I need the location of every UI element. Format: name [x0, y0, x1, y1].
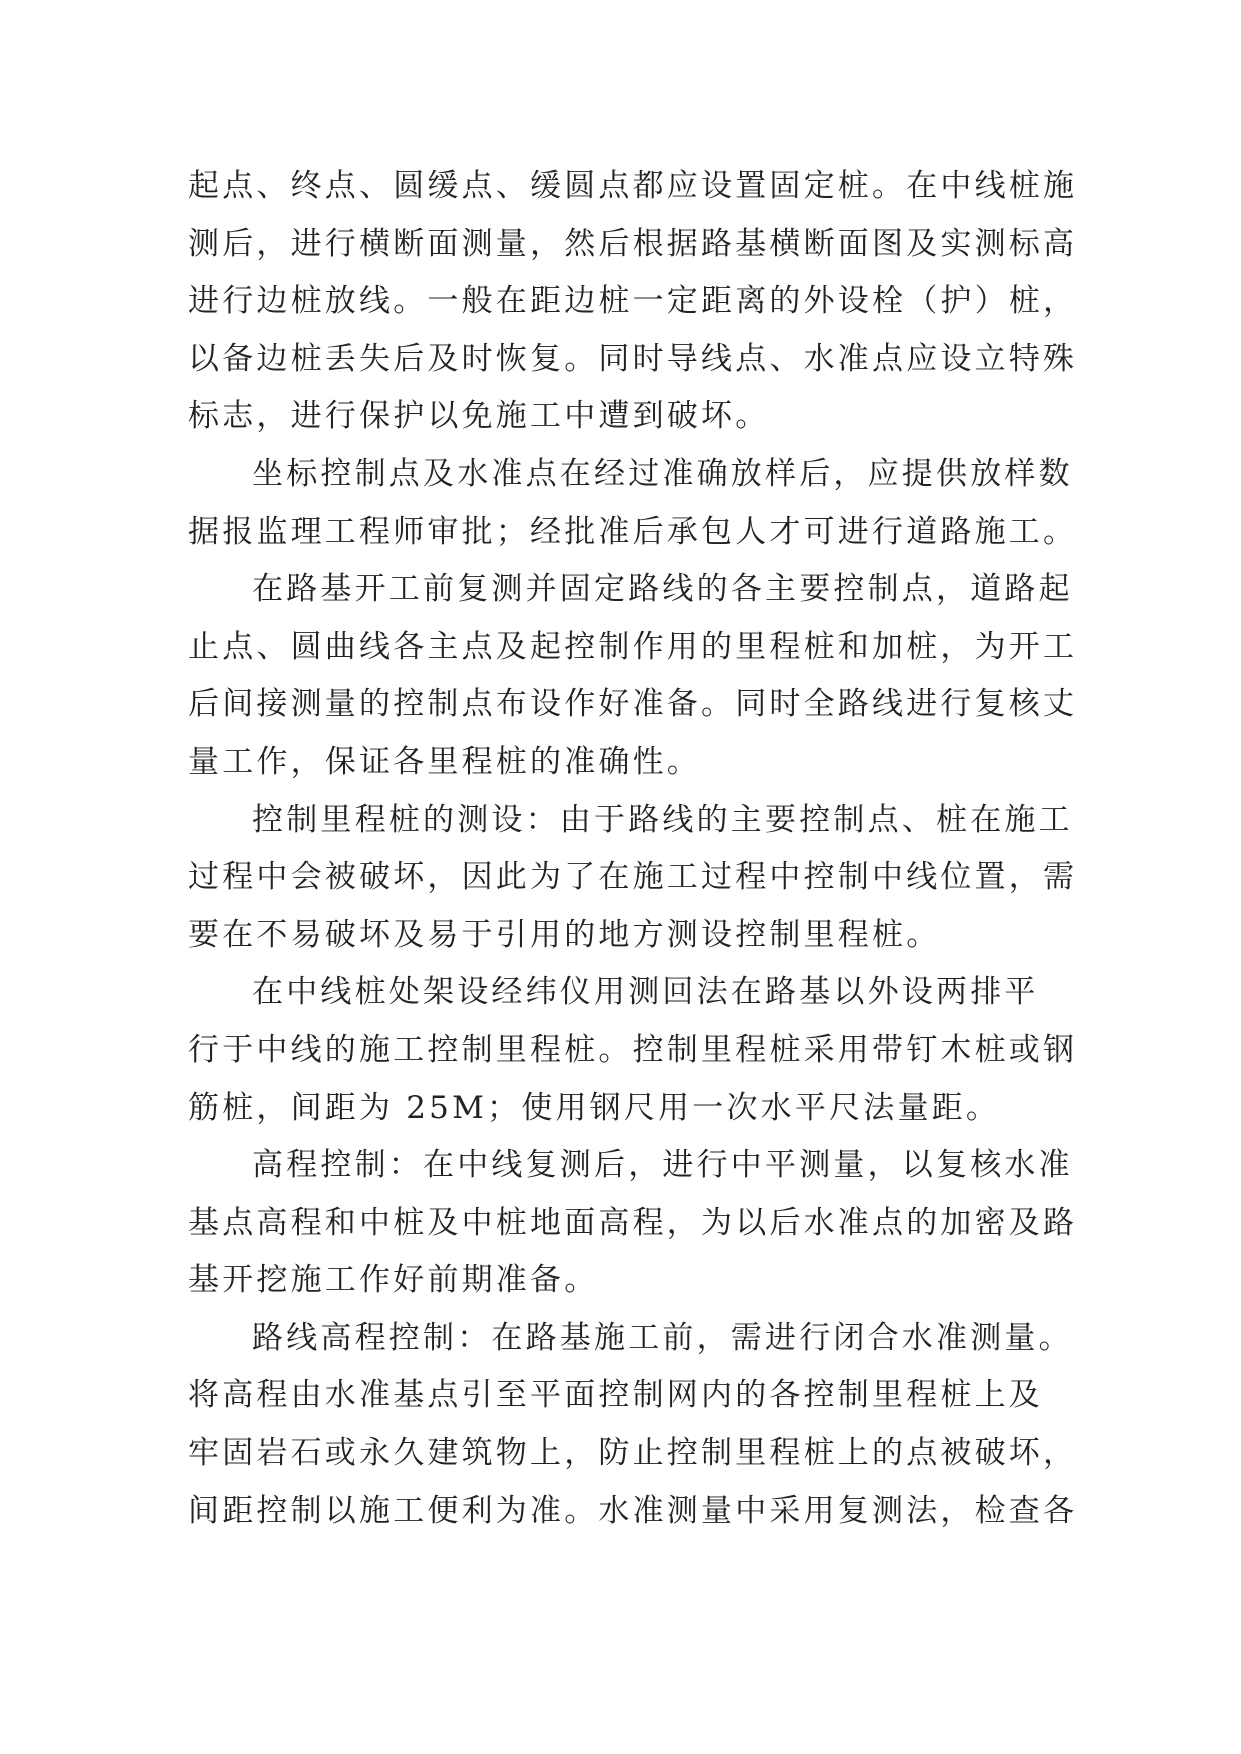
text-line: 要在不易破坏及易于引用的地方测设控制里程桩。: [188, 916, 941, 953]
text-line: 在路基开工前复测并固定路线的各主要控制点，道路起: [252, 571, 1073, 608]
text-line: 标志，进行保护以免施工中遭到破坏。: [188, 398, 770, 435]
text-line: 牢固岩石或永久建筑物上，防止控制里程桩上的点被破坏，: [188, 1435, 1078, 1472]
text-line: 间距控制以施工便利为准。水准测量中采用复测法，检查各: [188, 1492, 1078, 1529]
text-line: 基开挖施工作好前期准备。: [188, 1262, 599, 1299]
text-line: 后间接测量的控制点布设作好准备。同时全路线进行复核丈: [188, 686, 1078, 723]
text-line: 行于中线的施工控制里程桩。控制里程桩采用带钉木桩或钢: [188, 1031, 1078, 1068]
text-line: 基点高程和中桩及中桩地面高程，为以后水准点的加密及路: [188, 1204, 1078, 1241]
text-line: 过程中会被破坏，因此为了在施工过程中控制中线位置，需: [188, 859, 1078, 896]
text-line: 量工作，保证各里程桩的准确性。: [188, 743, 701, 780]
text-line: 高程控制：在中线复测后，进行中平测量，以复核水准: [252, 1147, 1073, 1184]
text-line: 控制里程桩的测设：由于路线的主要控制点、桩在施工: [252, 801, 1073, 838]
text-line: 止点、圆曲线各主点及起控制作用的里程桩和加桩，为开工: [188, 628, 1078, 665]
text-line: 筋桩，间距为 25M；使用钢尺用一次水平尺法量距。: [188, 1089, 1001, 1126]
text-line: 据报监理工程师审批；经批准后承包人才可进行道路施工。: [188, 513, 1078, 550]
text-line: 起点、终点、圆缓点、缓圆点都应设置固定桩。在中线桩施: [188, 168, 1078, 204]
text-line: 路线高程控制：在路基施工前，需进行闭合水准测量。: [252, 1319, 1073, 1356]
text-line: 坐标控制点及水准点在经过准确放样后，应提供放样数: [252, 455, 1073, 492]
text-line: 将高程由水准基点引至平面控制网内的各控制里程桩上及: [188, 1377, 1043, 1414]
text-line: 在中线桩处架设经纬仪用测回法在路基以外设两排平: [252, 974, 1039, 1011]
text-line: 进行边桩放线。一般在距边桩一定距离的外设栓（护）桩，: [188, 283, 1078, 320]
text-line: 以备边桩丢失后及时恢复。同时导线点、水准点应设立特殊: [188, 340, 1078, 377]
text-line: 测后，进行横断面测量，然后根据路基横断面图及实测标高: [188, 225, 1078, 262]
body-text: [188, 158, 1078, 1540]
